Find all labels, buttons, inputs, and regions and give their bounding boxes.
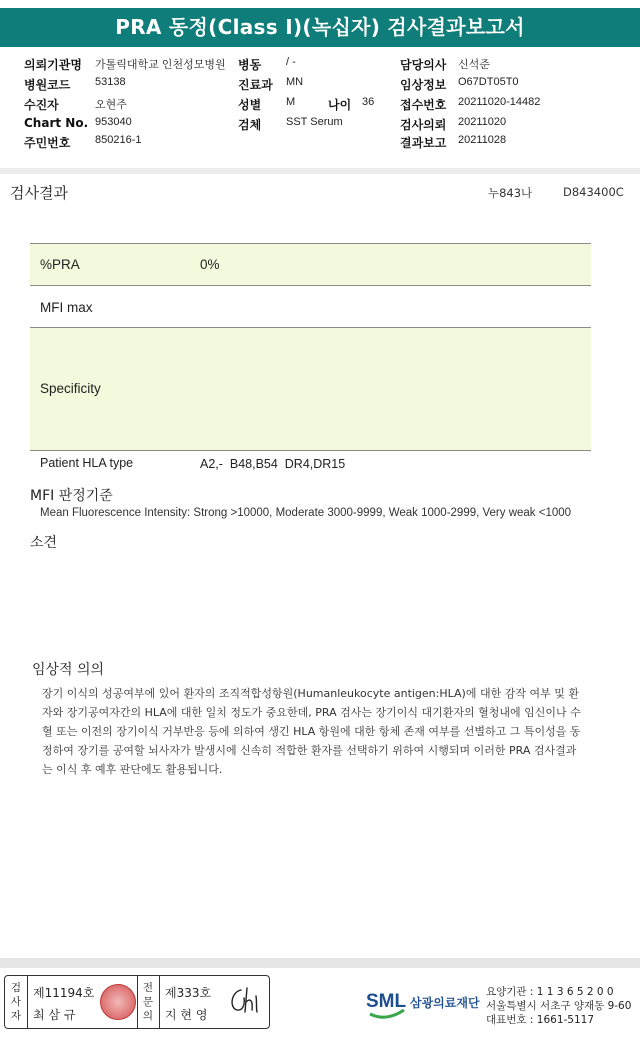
chart-label: Chart No. (24, 116, 89, 130)
table-line (30, 285, 591, 286)
age-value: 36 (362, 96, 375, 108)
request-label: 검사의뢰 (400, 118, 447, 132)
hla-type-value: A2,- B48,B54 DR4,DR15 (200, 457, 346, 471)
footer-divider (0, 958, 640, 968)
doctor-value: 신석준 (458, 59, 490, 71)
hla-type-label: Patient HLA type (40, 456, 134, 470)
significance-text: 장기 이식의 성공여부에 있어 환자의 조직적합성항원(Humanleukocyte antigen:HLA)에 대한 감작 여부 및 환자와 장기공여자간의 HLA에 대한 일치 정도가 중요한데, PRA 검사는 장기이식 대기환자의 혈청내에 임신이나 수혈 또는 이전의 장기이식 거부반응 등에 의하여 생긴 HLA 항원에 대한 항체 존재 여부를 선별하고 그 특이성을 동정하여 장기를 공여할 뇌사자가 발생시에 신속히 적합한 환자를 선택하기 위하여 시행되며 이러한 PRA 검사결과는 이식 후 예후 판단에도 활용됩니다. (42, 687, 581, 776)
specificity-label: Specificity (40, 381, 101, 396)
tester-vertical-3: 자 (10, 1010, 22, 1022)
sex-value: M (286, 96, 296, 108)
specificity-row (30, 328, 591, 450)
specialist-vertical-2: 문 (142, 996, 154, 1008)
hospital-code-label: 병원코드 (24, 78, 71, 92)
significance-title: 임상적 의의 (32, 662, 105, 678)
mfi-criteria-title: MFI 판정기준 (30, 488, 113, 504)
pra-label: %PRA (40, 257, 80, 272)
company-name: 삼광의료재단 (410, 996, 480, 1010)
rrn-label: 주민번호 (24, 136, 71, 150)
table-line (30, 243, 591, 244)
tester-name: 최 삼 규 (33, 1008, 76, 1022)
company-address: 서울특별시 서초구 양재동 9-60 (486, 1000, 632, 1012)
header-divider (0, 168, 640, 174)
institution-label: 의뢰기관명 (24, 58, 82, 72)
pra-value: 0% (200, 257, 220, 272)
receipt-value: 20211020-14482 (458, 96, 541, 108)
dept-label: 진료과 (238, 78, 273, 92)
result-code-1: 누843나 (488, 186, 533, 200)
report-title: PRA 동정(Class I)(녹십자) 검사결과보고서 (0, 8, 640, 47)
mfi-criteria-text: Mean Fluorescence Intensity: Strong >10000, Moderate 3000-9999, Weak 1000-2999, Very weak <1000 (40, 507, 572, 519)
signature-divider (159, 976, 160, 1028)
sex-label: 성별 (238, 98, 262, 112)
receipt-label: 접수번호 (400, 98, 447, 112)
chart-value: 953040 (95, 116, 132, 128)
report-date-value: 20211028 (458, 134, 507, 146)
signature-icon (227, 984, 265, 1018)
doctor-label: 담당의사 (400, 58, 447, 72)
specialist-license: 제333호 (165, 986, 212, 1000)
pra-row (30, 244, 591, 285)
tester-license: 제11194호 (33, 986, 95, 1000)
patient-value: 오현주 (95, 99, 127, 111)
mfi-max-label: MFI max (40, 300, 93, 315)
company-phone: 대표번호 : 1661-5117 (486, 1014, 595, 1026)
specialist-vertical-3: 의 (142, 1010, 154, 1022)
specialist-vertical-1: 전 (142, 982, 154, 994)
result-code-2: D843400C (563, 185, 624, 199)
ward-label: 병동 (238, 58, 262, 72)
report-date-label: 결과보고 (400, 136, 447, 150)
signature-box (4, 975, 270, 1029)
sml-logo-text: SML (366, 991, 407, 1012)
seal-stamp-icon (100, 984, 136, 1020)
table-line (30, 450, 591, 451)
specimen-label: 검체 (238, 118, 262, 132)
findings-title: 소견 (30, 535, 58, 551)
ward-value: / - (286, 56, 296, 68)
tester-vertical-2: 사 (10, 996, 22, 1008)
specimen-value: SST Serum (286, 116, 343, 128)
specialist-name: 지 현 영 (165, 1008, 208, 1022)
sml-logo-icon (366, 982, 408, 1022)
age-label: 나이 (328, 98, 352, 112)
clinical-value: O67DT05T0 (458, 76, 519, 88)
dept-value: MN (286, 76, 304, 88)
tester-vertical-1: 검 (10, 982, 22, 994)
results-section-title: 검사결과 (10, 184, 68, 202)
hospital-code-value: 53138 (95, 76, 126, 88)
rrn-value: 850216-1 (95, 134, 142, 146)
care-code: 요양기관 : 1 1 3 6 5 2 0 0 (486, 986, 614, 998)
signature-divider (27, 976, 28, 1028)
institution-value: 가톨릭대학교 인천성모병원 (95, 59, 226, 71)
patient-label: 수진자 (24, 98, 59, 112)
signature-divider (137, 976, 138, 1028)
clinical-label: 임상정보 (400, 78, 447, 92)
request-value: 20211020 (458, 116, 507, 128)
